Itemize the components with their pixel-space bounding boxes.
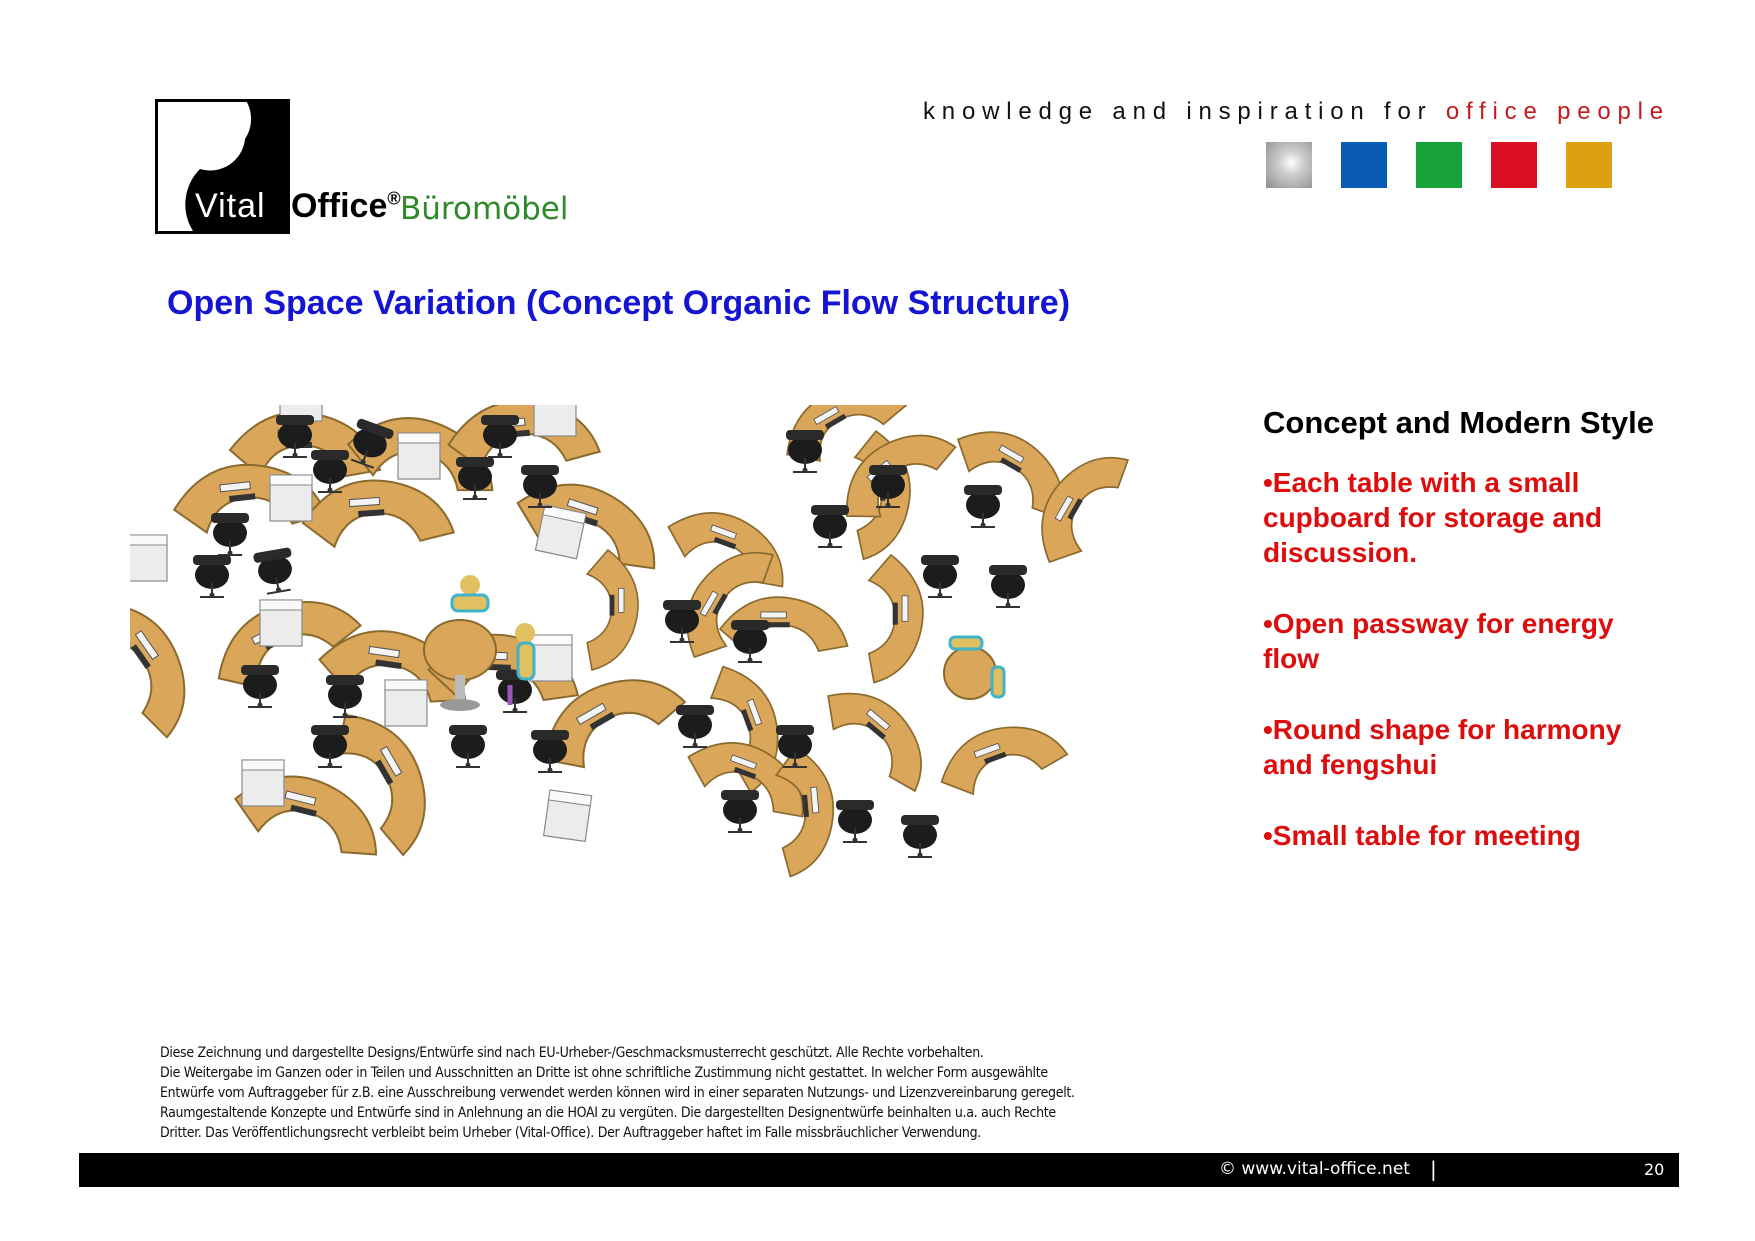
bullet-passway: •Open passway for energy flow: [1263, 608, 1614, 674]
concept-panel: [1263, 403, 1663, 889]
right-workstation-cluster: [587, 405, 1132, 877]
copyright-disclaimer: [160, 1043, 1220, 1143]
footer-separator: |: [1430, 1157, 1437, 1181]
swatch-green: [1416, 142, 1462, 188]
bullet-cupboard: •Each table with a small cupboard for storage and discussion.: [1263, 467, 1603, 568]
tagline-accent: office people: [1445, 98, 1670, 125]
swatch-silver: [1266, 142, 1312, 188]
swatch-red: [1491, 142, 1537, 188]
disclaimer-line: Entwürfe vom Auftraggeber für z.B. eine Ausschreibung verwendet werden können wird in einer separaten Nutzungs- und Lizenzvereinbarung geregelt.: [160, 1085, 1075, 1101]
concept-heading: Concept and Modern Style: [1263, 405, 1654, 440]
logo-buromobel-text: Büromöbel: [400, 191, 569, 227]
disclaimer-line: Die Weitergabe im Ganzen oder in Teilen und Ausschnitten an Dritte ist ohne schriftliche Zustimmung nicht gestattet. In welcher Form ausgewählte: [160, 1065, 1048, 1081]
tagline-lead: knowledge and inspiration for: [923, 98, 1446, 125]
page-title: Open Space Variation (Concept Organic Flow Structure): [167, 284, 1071, 322]
page-number: 20: [1644, 1160, 1665, 1179]
swatch-blue: [1341, 142, 1387, 188]
floor-plan-illustration: [130, 405, 1210, 975]
tagline: [923, 98, 1670, 126]
bullet-meeting-table: •Small table for meeting: [1263, 820, 1581, 851]
footer-bar: [79, 1153, 1679, 1187]
footer-website-link[interactable]: © www.vital-office.net: [1219, 1159, 1410, 1179]
logo-vital-text: Vital: [195, 187, 266, 225]
disclaimer-line: Dritter. Das Veröffentlichungsrecht verbleibt beim Urheber (Vital-Office). Der Auftraggeber haftet im Falle missbräuchlicher Verwendung.: [160, 1125, 981, 1141]
swatch-gold: [1566, 142, 1612, 188]
bullet-round-shape: •Round shape for harmony and fengshui: [1263, 714, 1622, 780]
round-meeting-table-right: [944, 637, 1004, 699]
logo-office-text: Office®: [291, 187, 401, 225]
vital-office-logo[interactable]: [155, 99, 575, 237]
disclaimer-line: Raumgestaltende Konzepte und Entwürfe sind in Anlehnung an die HOAI zu vergüten. Die dargestellten Designentwürfe beinhalten u.a. auch Rechte: [160, 1105, 1056, 1121]
disclaimer-line: Diese Zeichnung und dargestellte Designs/Entwürfe sind nach EU-Urheber-/Geschmacksmusterrecht geschützt. Alle Rechte vorbehalten.: [160, 1045, 984, 1061]
